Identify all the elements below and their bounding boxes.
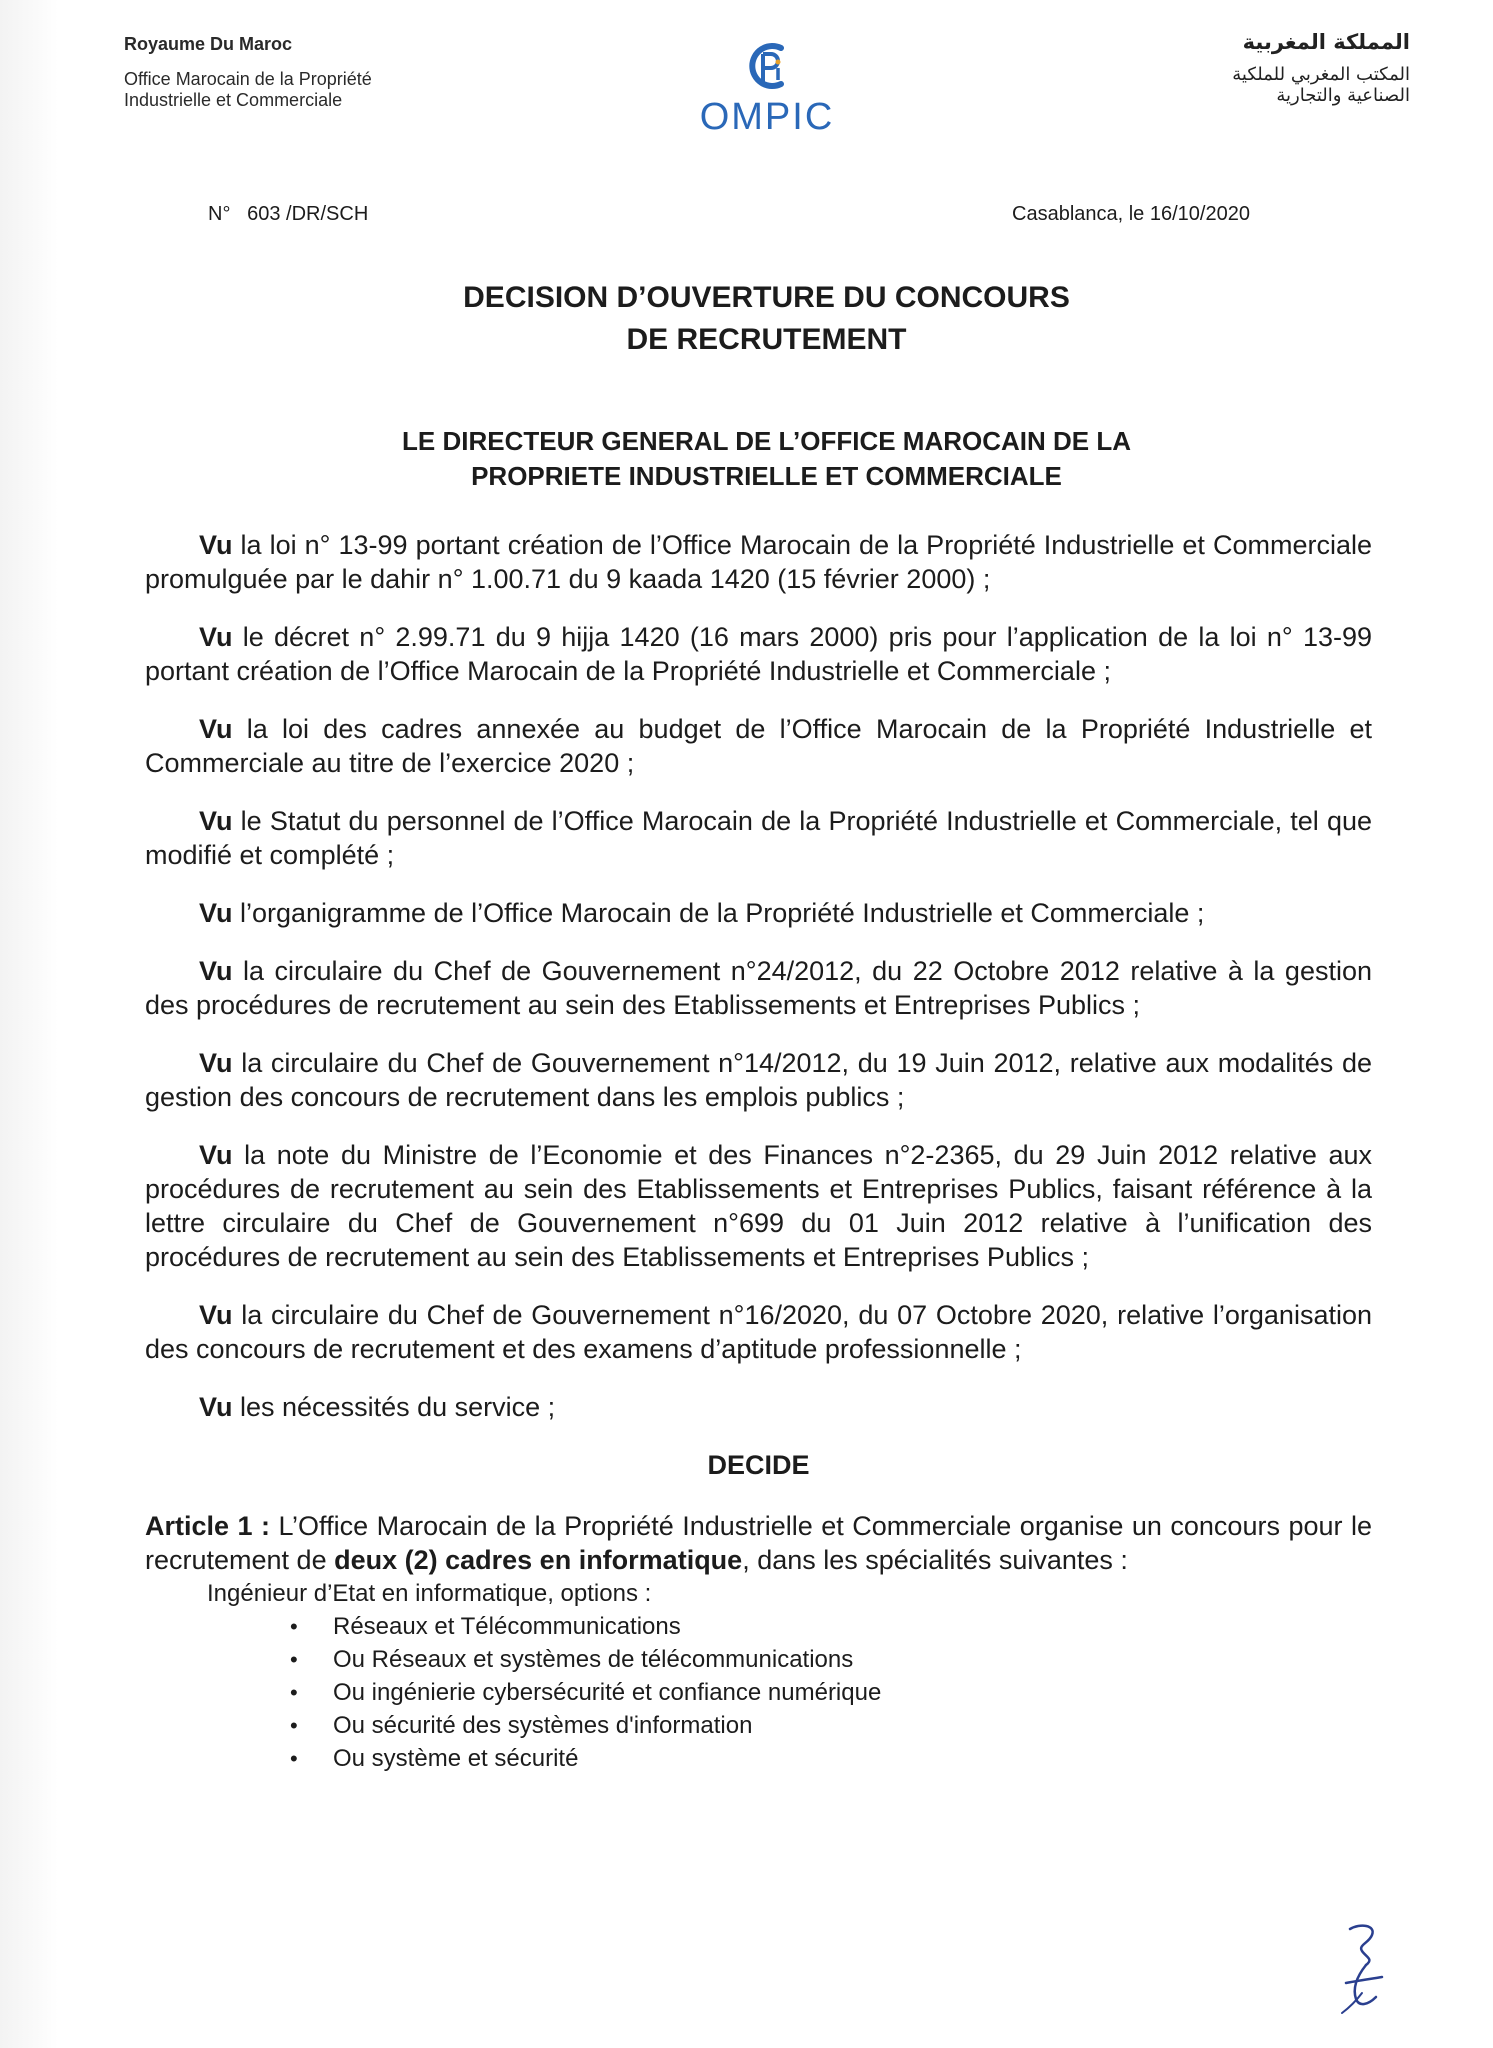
consideration-paragraph (145, 896, 1372, 930)
decide-heading: DECIDE (707, 1450, 810, 1480)
consideration-paragraph (145, 1390, 1372, 1424)
bullet-icon: • (290, 1713, 298, 1738)
office-name-line2: Industrielle et Commerciale (124, 90, 343, 110)
authority-heading-line2: PROPRIETE INDUSTRIELLE ET COMMERCIALE (471, 461, 1062, 491)
bullet-icon: • (290, 1614, 298, 1639)
article-1-text-before: L’Office Marocain de la Propriété Industrielle et Commerciale organise un concours pour le recrutement de (145, 1511, 1372, 1575)
option-text: Ou ingénierie cybersécurité et confiance numérique (333, 1679, 882, 1706)
article-1-bold-text: deux (2) cadres en informatique (334, 1545, 743, 1575)
arabic-office-line2: الصناعية والتجارية (1276, 85, 1410, 106)
consideration-paragraph (145, 712, 1372, 780)
vu-lead: Vu (199, 714, 233, 744)
vu-lead: Vu (199, 956, 233, 986)
vu-lead: Vu (199, 622, 233, 652)
consideration-text: la circulaire du Chef de Gouvernement n°24/2012, du 22 Octobre 2012 relative à la gestion des procédures de recrutement au sein des Etablissements et Entreprises Publics ; (145, 956, 1372, 1020)
consideration-text: l’organigramme de l’Office Marocain de la Propriété Industrielle et Commerciale ; (232, 898, 1205, 928)
consideration-text: la note du Ministre de l’Economie et des Finances n°2-2365, du 29 Juin 2012 relative aux procédures de recrutement au sein des Etablissements et Entreprises Publics, faisant référence à la lettre circulaire du Chef de Gouvernement n°699 du 01 Juin 2012 relative à l’unification des procédures de recrutement au sein des Etablissements et Entreprises Publics ; (145, 1140, 1372, 1272)
vu-lead: Vu (199, 1392, 233, 1422)
authority-heading (0, 424, 1493, 494)
list-item (145, 1742, 1372, 1775)
list-item (145, 1676, 1372, 1709)
place-and-date: Casablanca, le 16/10/2020 (1012, 203, 1250, 225)
option-text: Réseaux et Télécommunications (333, 1613, 681, 1640)
consideration-text: la loi des cadres annexée au budget de l’Office Marocain de la Propriété Industrielle et Commerciale au titre de l’exercice 2020 ; (145, 714, 1372, 778)
office-name-line1: Office Marocain de la Propriété (124, 69, 372, 89)
options-list (145, 1610, 1372, 1775)
bullet-icon: • (290, 1680, 298, 1705)
consideration-paragraph (145, 528, 1372, 596)
consideration-text: la loi n° 13-99 portant création de l’Office Marocain de la Propriété Industrielle et Commerciale promulguée par le dahir n° 1.00.71 du 9 kaada 1420 (15 février 2000) ; (145, 530, 1372, 594)
vu-lead: Vu (199, 898, 233, 928)
reference-number (208, 203, 368, 226)
consideration-text: la circulaire du Chef de Gouvernement n°14/2012, du 19 Juin 2012, relative aux modalités de gestion des concours de recrutement dans les emplois publics ; (145, 1048, 1372, 1112)
options-intro: Ingénieur d’Etat en informatique, options : (207, 1580, 652, 1607)
header-right-arabic (1232, 30, 1410, 106)
list-item (145, 1610, 1372, 1643)
ompic-logo (692, 38, 842, 139)
document-title (0, 277, 1493, 361)
vu-lead: Vu (199, 1048, 233, 1078)
kingdom-name: Royaume Du Maroc (124, 34, 293, 54)
option-text: Ou système et sécurité (333, 1745, 579, 1772)
consideration-text: le Statut du personnel de l’Office Marocain de la Propriété Industrielle et Commerciale, tel que modifié et complété ; (145, 806, 1372, 870)
vu-lead: Vu (199, 1140, 233, 1170)
arabic-office-line1: المكتب المغربي للملكية (1232, 64, 1410, 85)
reference-number-label: N° (208, 203, 231, 225)
document-title-line2: DE RECRUTEMENT (626, 323, 907, 356)
vu-lead: Vu (199, 530, 233, 560)
ompic-emblem-icon (741, 38, 793, 94)
consideration-paragraph (145, 620, 1372, 688)
consideration-text: la circulaire du Chef de Gouvernement n°16/2020, du 07 Octobre 2020, relative l’organisation des concours de recrutement et des examens d’aptitude professionnelle ; (145, 1300, 1372, 1364)
arabic-kingdom: المملكة المغربية (1242, 30, 1410, 54)
vu-lead: Vu (199, 806, 233, 836)
bullet-icon: • (290, 1746, 298, 1771)
option-text: Ou sécurité des systèmes d'information (333, 1712, 753, 1739)
consideration-text: les nécessités du service ; (232, 1392, 556, 1422)
authority-heading-line1: LE DIRECTEUR GENERAL DE L’OFFICE MAROCAIN DE LA (402, 426, 1131, 456)
consideration-paragraph (145, 1046, 1372, 1114)
office-name (124, 69, 464, 111)
bullet-icon: • (290, 1647, 298, 1672)
logo-text: OMPIC (699, 96, 835, 138)
list-item (145, 1709, 1372, 1742)
reference-number-value: 603 /DR/SCH (247, 203, 369, 225)
document-title-line1: DECISION D’OUVERTURE DU CONCOURS (463, 281, 1070, 314)
article-1-label: Article 1 : (145, 1511, 271, 1541)
consideration-paragraph (145, 1298, 1372, 1366)
consideration-paragraph (145, 954, 1372, 1022)
list-item (145, 1643, 1372, 1676)
article-1 (145, 1509, 1372, 1577)
consideration-text: le décret n° 2.99.71 du 9 hijja 1420 (16 mars 2000) pris pour l’application de la loi n° 13-99 portant création de l’Office Marocain de la Propriété Industrielle et Commerciale ; (145, 622, 1372, 686)
handwritten-initials (1336, 1921, 1392, 2017)
header-left-block (124, 34, 464, 111)
document-body (145, 528, 1372, 1775)
consideration-paragraph (145, 804, 1372, 872)
option-text: Ou Réseaux et systèmes de télécommunications (333, 1646, 854, 1673)
consideration-paragraph (145, 1138, 1372, 1274)
vu-lead: Vu (199, 1300, 233, 1330)
article-1-text-after: , dans les spécialités suivantes : (742, 1545, 1128, 1575)
